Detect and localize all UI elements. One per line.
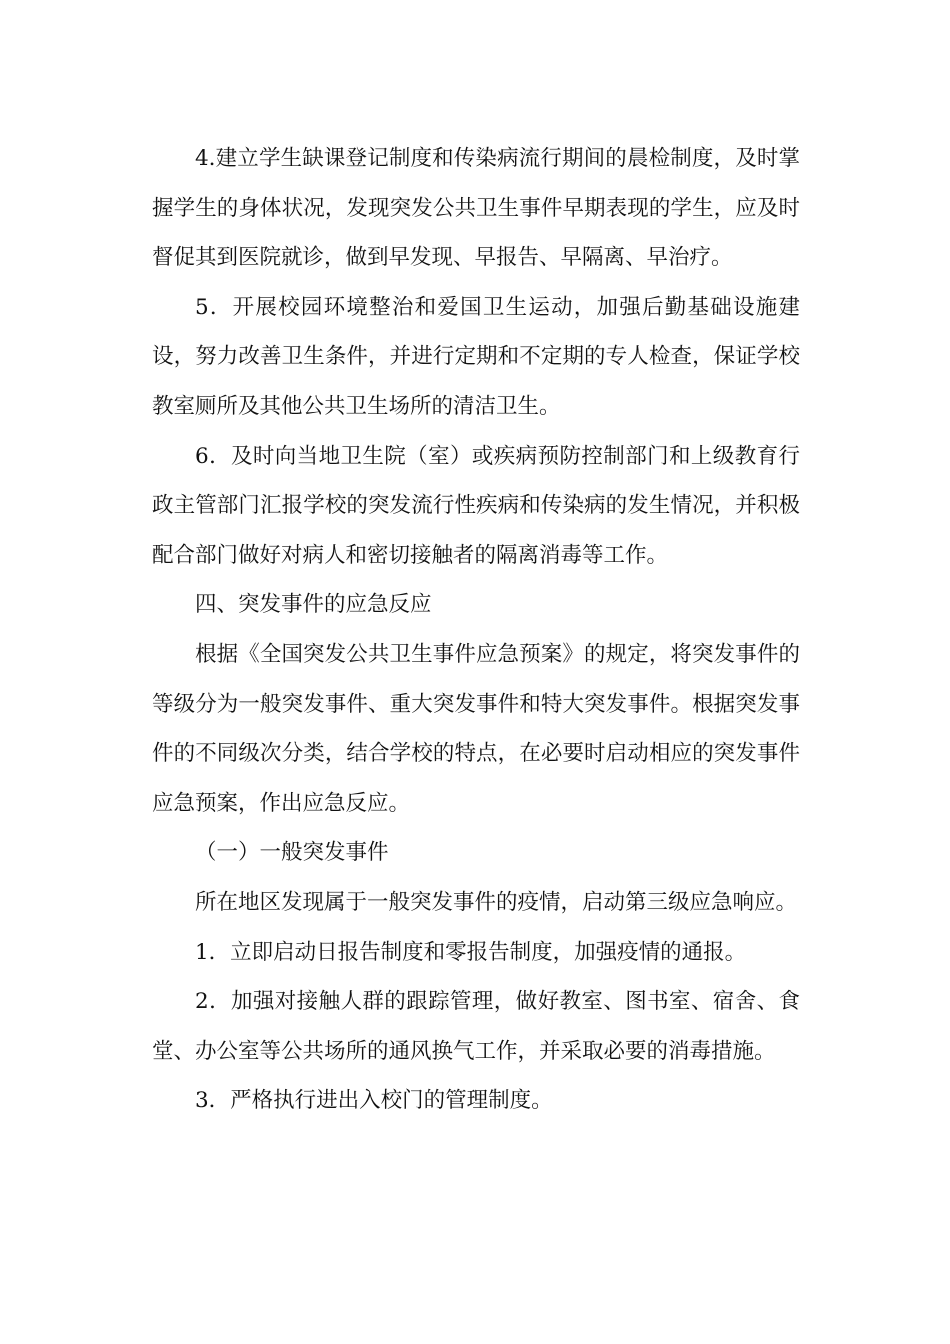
section-heading-emergency-response: 四、突发事件的应急反应 bbox=[195, 592, 432, 618]
paragraph-response-levels: 根据《全国突发公共卫生事件应急预案》的规定，将突发事件的等级分为一般突发事件、重大突发事件和特大突发事件。根据突发事件的不同级次分类，结合学校的特点，在必要时启动相应的突发事件应急预案，作出应急反应。 bbox=[152, 641, 800, 816]
paragraph-item-2-contact-tracking: 2．加强对接触人群的跟踪管理，做好教室、图书室、宿舍、食堂、办公室等公共场所的通风换气工作，并采取必要的消毒措施。 bbox=[152, 989, 800, 1064]
document-body bbox=[152, 134, 800, 1126]
paragraph-item-1-daily-report: 1．立即启动日报告制度和零报告制度，加强疫情的通报。 bbox=[195, 939, 747, 965]
subsection-heading-general-event: （一）一般突发事件 bbox=[195, 840, 389, 866]
paragraph-item-3-gate-management: 3．严格执行进出入校门的管理制度。 bbox=[195, 1088, 553, 1114]
paragraph-item-4-morning-check: 4.建立学生缺课登记制度和传染病流行期间的晨检制度，及时掌握学生的身体状况，发现突发公共卫生事件早期表现的学生，应及时督促其到医院就诊，做到早发现、早报告、早隔离、早治疗。 bbox=[152, 146, 800, 271]
paragraph-item-6-reporting: 6．及时向当地卫生院（室）或疾病预防控制部门和上级教育行政主管部门汇报学校的突发流行性疾病和传染病的发生情况，并积极配合部门做好对病人和密切接触者的隔离消毒等工作。 bbox=[152, 443, 800, 568]
paragraph-item-5-campus-hygiene: 5．开展校园环境整治和爱国卫生运动，加强后勤基础设施建设，努力改善卫生条件，并进行定期和不定期的专人检查，保证学校教室厕所及其他公共卫生场所的清洁卫生。 bbox=[152, 294, 800, 419]
paragraph-level-three-response: 所在地区发现属于一般突发事件的疫情，启动第三级应急响应。 bbox=[195, 889, 798, 915]
